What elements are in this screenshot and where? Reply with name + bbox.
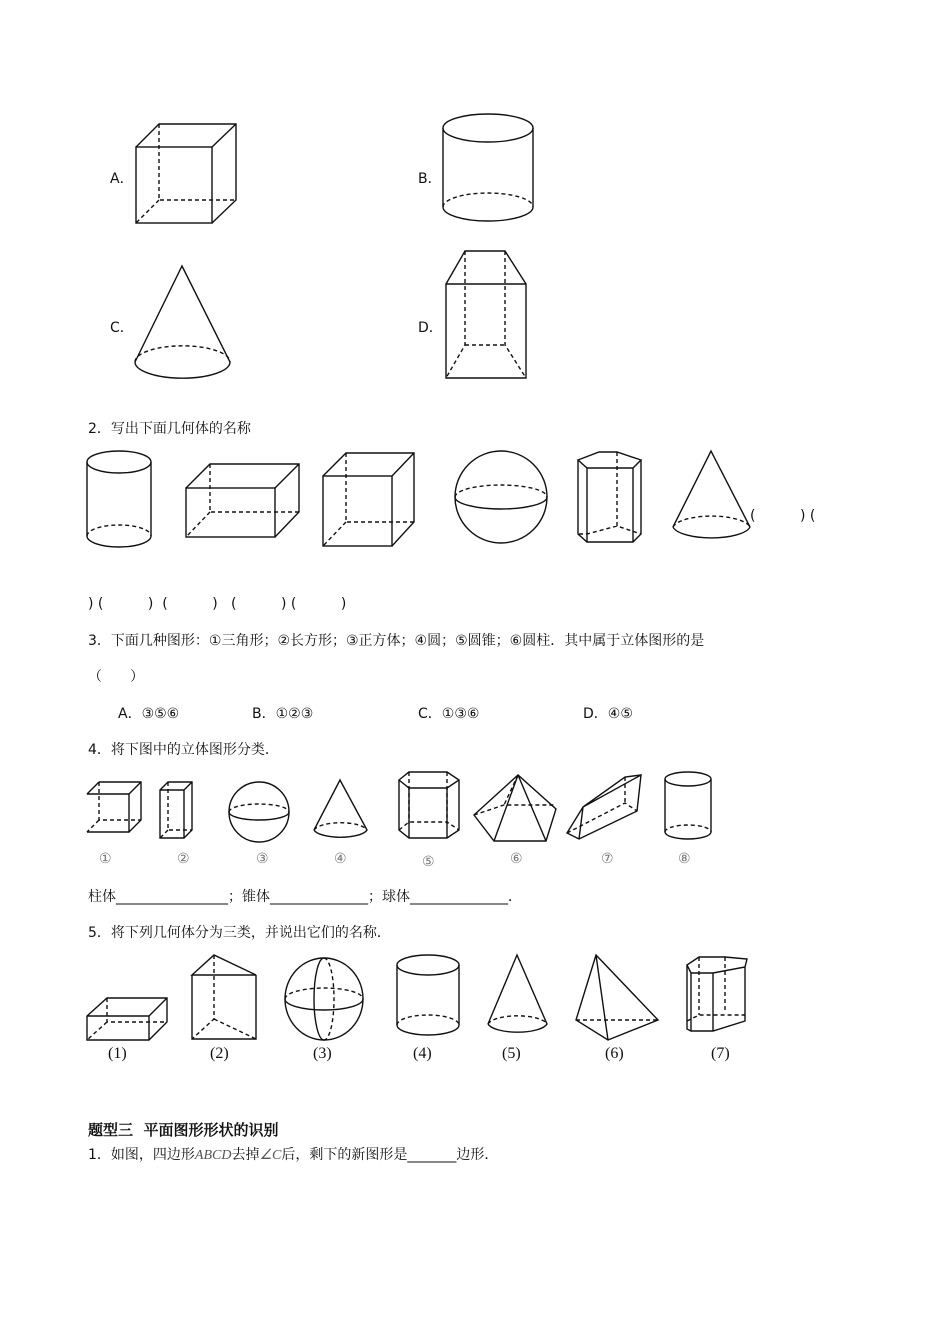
q4-label-1: ① [99, 851, 112, 867]
triangular-prism-figure [192, 955, 258, 1041]
cylinder-figure [87, 450, 153, 548]
cone-figure [672, 450, 752, 544]
q3-answer-paren: （ ） [88, 669, 144, 685]
cone-label: 锥体 [242, 889, 270, 905]
q4-label-6: ⑥ [510, 851, 523, 867]
q3-option-a[interactable]: A．③⑤⑥ [118, 706, 180, 722]
option-d-label: D． [418, 320, 443, 336]
q2-title: 2．写出下面几何体的名称 [88, 421, 251, 437]
q5-label-6: (6) [605, 1045, 624, 1062]
sphere-figure [229, 782, 291, 844]
q3-option-d[interactable]: D．④⑤ [583, 706, 633, 722]
q4-label-7: ⑦ [601, 851, 614, 867]
q5-label-3: (3) [313, 1045, 332, 1062]
q1-text: 边形． [456, 1147, 499, 1163]
cuboid-figure [158, 782, 194, 840]
q5-label-7: (7) [711, 1045, 730, 1062]
hexagonal-prism-figure [687, 955, 749, 1035]
sphere-blank[interactable]: ______________ [410, 889, 508, 905]
triangular-prism-figure [445, 250, 529, 380]
prism-blank[interactable]: ________________ [116, 889, 228, 905]
q4-fill-in-line [88, 888, 522, 906]
q2-blanks-line1: ( ) ( [750, 508, 816, 524]
option-c-label: C． [110, 320, 134, 336]
quadrilateral-name: ABCD [194, 1148, 232, 1163]
q5-label-2: (2) [210, 1045, 229, 1062]
cone-figure [487, 955, 549, 1037]
prism-label: 柱体 [88, 889, 116, 905]
q2-blanks-line2: ) ( ) ( ) ( ) ( ) [88, 596, 347, 612]
cylinder-figure [397, 955, 461, 1037]
cube-figure [87, 782, 143, 834]
pentagonal-pyramid-figure [474, 775, 558, 845]
answer-blank[interactable]: _______ [407, 1147, 457, 1163]
cuboid-figure [185, 463, 301, 539]
sphere-figure [285, 957, 365, 1041]
pyramid-figure [576, 955, 660, 1043]
sphere-figure [455, 450, 549, 545]
separator: ； [228, 889, 242, 905]
option-b-label: B． [418, 171, 442, 187]
q1-text: 去掉 [231, 1147, 260, 1163]
sphere-label: 球体 [382, 889, 410, 905]
section3-q1 [88, 1146, 498, 1165]
pentagonal-prism-figure [577, 452, 643, 544]
q5-label-1: (1) [108, 1045, 127, 1062]
cone-figure [313, 780, 369, 842]
q3-title: 3．下面几种图形：①三角形；②长方形；③正方体；④圆；⑤圆锥；⑥圆柱．其中属于立体图形的是 [88, 633, 705, 649]
q4-label-3: ③ [256, 851, 269, 867]
cylinder-figure [665, 772, 713, 842]
q4-label-8: ⑧ [678, 851, 691, 867]
q4-label-2: ② [177, 851, 190, 867]
section-heading: 题型三 平面图形形状的识别 [88, 1121, 279, 1139]
q5-label-5: (5) [502, 1045, 521, 1062]
triangular-prism-figure [567, 775, 643, 841]
q5-label-4: (4) [413, 1045, 432, 1062]
period: ． [508, 889, 522, 905]
q1-text: 后，剩下的新图形是 [281, 1147, 408, 1163]
q4-label-4: ④ [334, 851, 347, 867]
cuboid-figure [87, 996, 169, 1040]
q3-option-c[interactable]: C．①③⑥ [418, 706, 480, 722]
q1-text: 1．如图，四边形 [88, 1147, 195, 1163]
cylinder-figure [443, 113, 535, 225]
option-a-label: A． [110, 171, 134, 187]
separator: ； [368, 889, 382, 905]
angle-name: ∠C [259, 1148, 282, 1163]
cone-blank[interactable]: ______________ [270, 889, 368, 905]
q4-title: 4．将下图中的立体图形分类． [88, 742, 279, 758]
q4-label-5: ⑤ [422, 854, 435, 870]
q3-option-b[interactable]: B．①②③ [252, 706, 314, 722]
hexagonal-prism-figure [397, 770, 463, 846]
cone-figure [135, 265, 232, 380]
cube-figure [322, 452, 416, 548]
q5-title: 5．将下列几何体分为三类，并说出它们的名称． [88, 925, 391, 941]
cube-figure [135, 123, 240, 225]
